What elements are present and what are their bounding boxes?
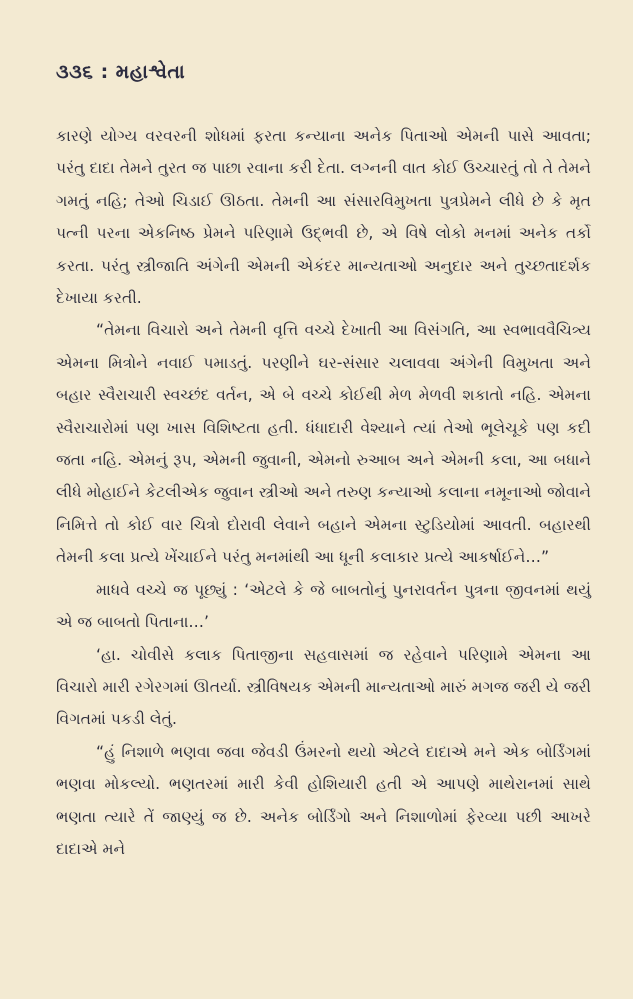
paragraph-4: ‘હા. ચોવીસે કલાક પિતાજીના સહવાસમાં જ રહેવાને પરિણામે એમના આ વિચારો મારી રગેરગમાં ઊતર્યા. સ્ત્રીવિષયક એમની માન્યતાઓ મારું મગજ જરી યે જરી વિગતમાં પકડી લેતું. bbox=[56, 645, 591, 729]
paragraph-2: “તેમના વિચારો અને તેમની વૃત્તિ વચ્ચે દેખાતી આ વિસંગતિ, આ સ્વભાવવૈચિત્ર્ય એમના મિત્રોને નવાઈ પમાડતું. પરણીને ઘર-સંસાર ચલાવવા અંગેની વિમુખતા અને બહાર સ્વૈરાચારી સ્વચ્છંદ વર્તન, એ બે વચ્ચે કોઈથી મેળ મેળવી શકાતો નહિ. એમના સ્વૈરાચારોમાં પણ ખાસ વિશિષ્ટતા હતી. ધંધાદારી વેશ્યાને ત્યાં તેઓ ભૂલેચૂકે પણ કદી જતા નહિ. એમનું રૂપ, એમની જુવાની, એમનો રુઆબ અને એમની કલા, આ બધાને લીધે મોહાઈને કેટલીએક જુવાન સ્ત્રીઓ અને તરુણ કન્યાઓ કલાના નમૂનાઓ જોવાને નિમિત્તે તો કોઈ વાર ચિત્રો દોરાવી લેવાને બહાને એમના સ્ટુડિયોમાં આવતી. બહારથી તેમની કલા પ્રત્યે ખેંચાઈને પરંતુ મનમાંથી આ ધૂની કલાકાર પ્રત્યે આકર્ષાઈને…” bbox=[56, 321, 591, 567]
paragraph-5: “હું નિશાળે ભણવા જવા જેવડી ઉંમરનો થયો એટલે દાદાએ મને એક બોર્ડિંગમાં ભણવા મોકલ્યો. ભણતરમાં મારી કેવી હોશિયારી હતી એ આપણે માથેરાનમાં સાથે ભણતા ત્યારે તેં જાણ્યું જ છે. અનેક બોર્ડિંગો અને નિશાળોમાં ફેરવ્યા પછી આખરે દાદાએ મને bbox=[56, 742, 591, 858]
paragraph-3: માધવે વચ્ચે જ પૂછ્યું : ‘એટલે કે જે બાબતોનું પુનરાવર્તન પુત્રના જીવનમાં થયું એ જ બાબતો પિતાના…’ bbox=[56, 580, 591, 632]
paragraph-1: કારણે યોગ્ય વરવરની શોધમાં ફરતા કન્યાના અનેક પિતાઓ એમની પાસે આવતા; પરંતુ દાદા તેમને તુરત જ પાછા રવાના કરી દેતા. લગ્નની વાત કોઈ ઉચ્ચારતું તો તે તેમને ગમતું નહિ; તેઓ ચિડાઈ ઊઠતા. તેમની આ સંસારવિમુખતા પુત્રપ્રેમને લીધે છે કે મૃત પત્ની પરના એકનિષ્ઠ પ્રેમને પરિણામે ઉદ્‌ભવી છે, એ વિષે લોકો મનમાં અનેક તર્કો કરતા. પરંતુ સ્ત્રીજાતિ અંગેની એમની એકંદર માન્યતાઓ અનુદાર અને તુચ્છતાદર્શક દેખાયા કરતી. bbox=[56, 127, 591, 308]
body-text bbox=[56, 120, 591, 865]
page-header: ૩૩૬ : મહાશ્વેતા bbox=[56, 61, 186, 83]
